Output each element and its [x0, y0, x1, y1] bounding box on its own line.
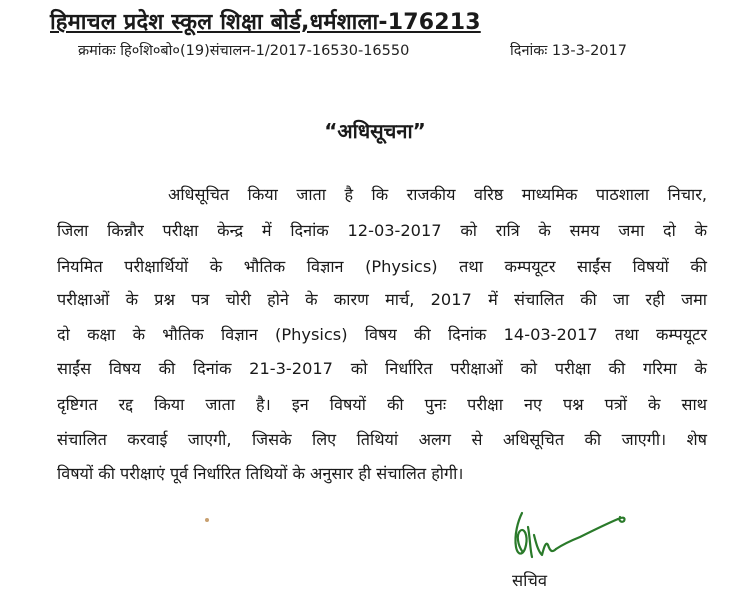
body-line: संचालित करवाई जाएगी, जिसके लिए तिथियां अलग से अधिसूचित की जाएगी। शेष: [57, 430, 707, 449]
body-line: दृष्टिगत रद्द किया जाता है। इन विषयों की पुनः परीक्षा नए पश्न पत्रों के साथ: [57, 395, 707, 414]
body-line: अधिसूचित किया जाता है कि राजकीय वरिष्ठ माध्यमिक पाठशाला निचार,: [168, 185, 707, 204]
body-line: परीक्षाओं के प्रश्न पत्र चोरी होने के कारण मार्च, 2017 में संचालित की जा रही जमा: [57, 290, 707, 309]
issue-date: दिनांकः 13-3-2017: [510, 43, 627, 59]
body-line: विषयों की परीक्षाएं पूर्व निर्धारित तिथियों के अनुसार ही संचालित होगी।: [57, 464, 464, 483]
body-line: साईंस विषय की दिनांक 21-3-2017 को निर्धारित परीक्षाओं को परीक्षा की गरिमा के: [57, 359, 707, 378]
signatory-designation: सचिव: [512, 571, 548, 590]
ink-speck: [205, 518, 209, 522]
board-header-title: हिमाचल प्रदेश स्कूल शिक्षा बोर्ड,धर्मशाला-176213: [50, 10, 481, 35]
body-line: नियमित परीक्षार्थियों के भौतिक विज्ञान (Physics) तथा कम्पयूटर साईंस विषयों की: [57, 257, 707, 276]
notice-title: “अधिसूचना”: [324, 119, 426, 143]
body-line: दो कक्षा के भौतिक विज्ञान (Physics) विषय की दिनांक 14-03-2017 तथा कम्पयूटर: [57, 325, 707, 344]
reference-number: क्रमांकः हि०शि०बो०(19)संचालन-1/2017-16530-16550: [78, 43, 410, 59]
signature-image: [500, 505, 640, 570]
body-line: जिला किन्नौर परीक्षा केन्द्र में दिनांक 12-03-2017 को रात्रि के समय जमा दो के: [57, 221, 707, 240]
